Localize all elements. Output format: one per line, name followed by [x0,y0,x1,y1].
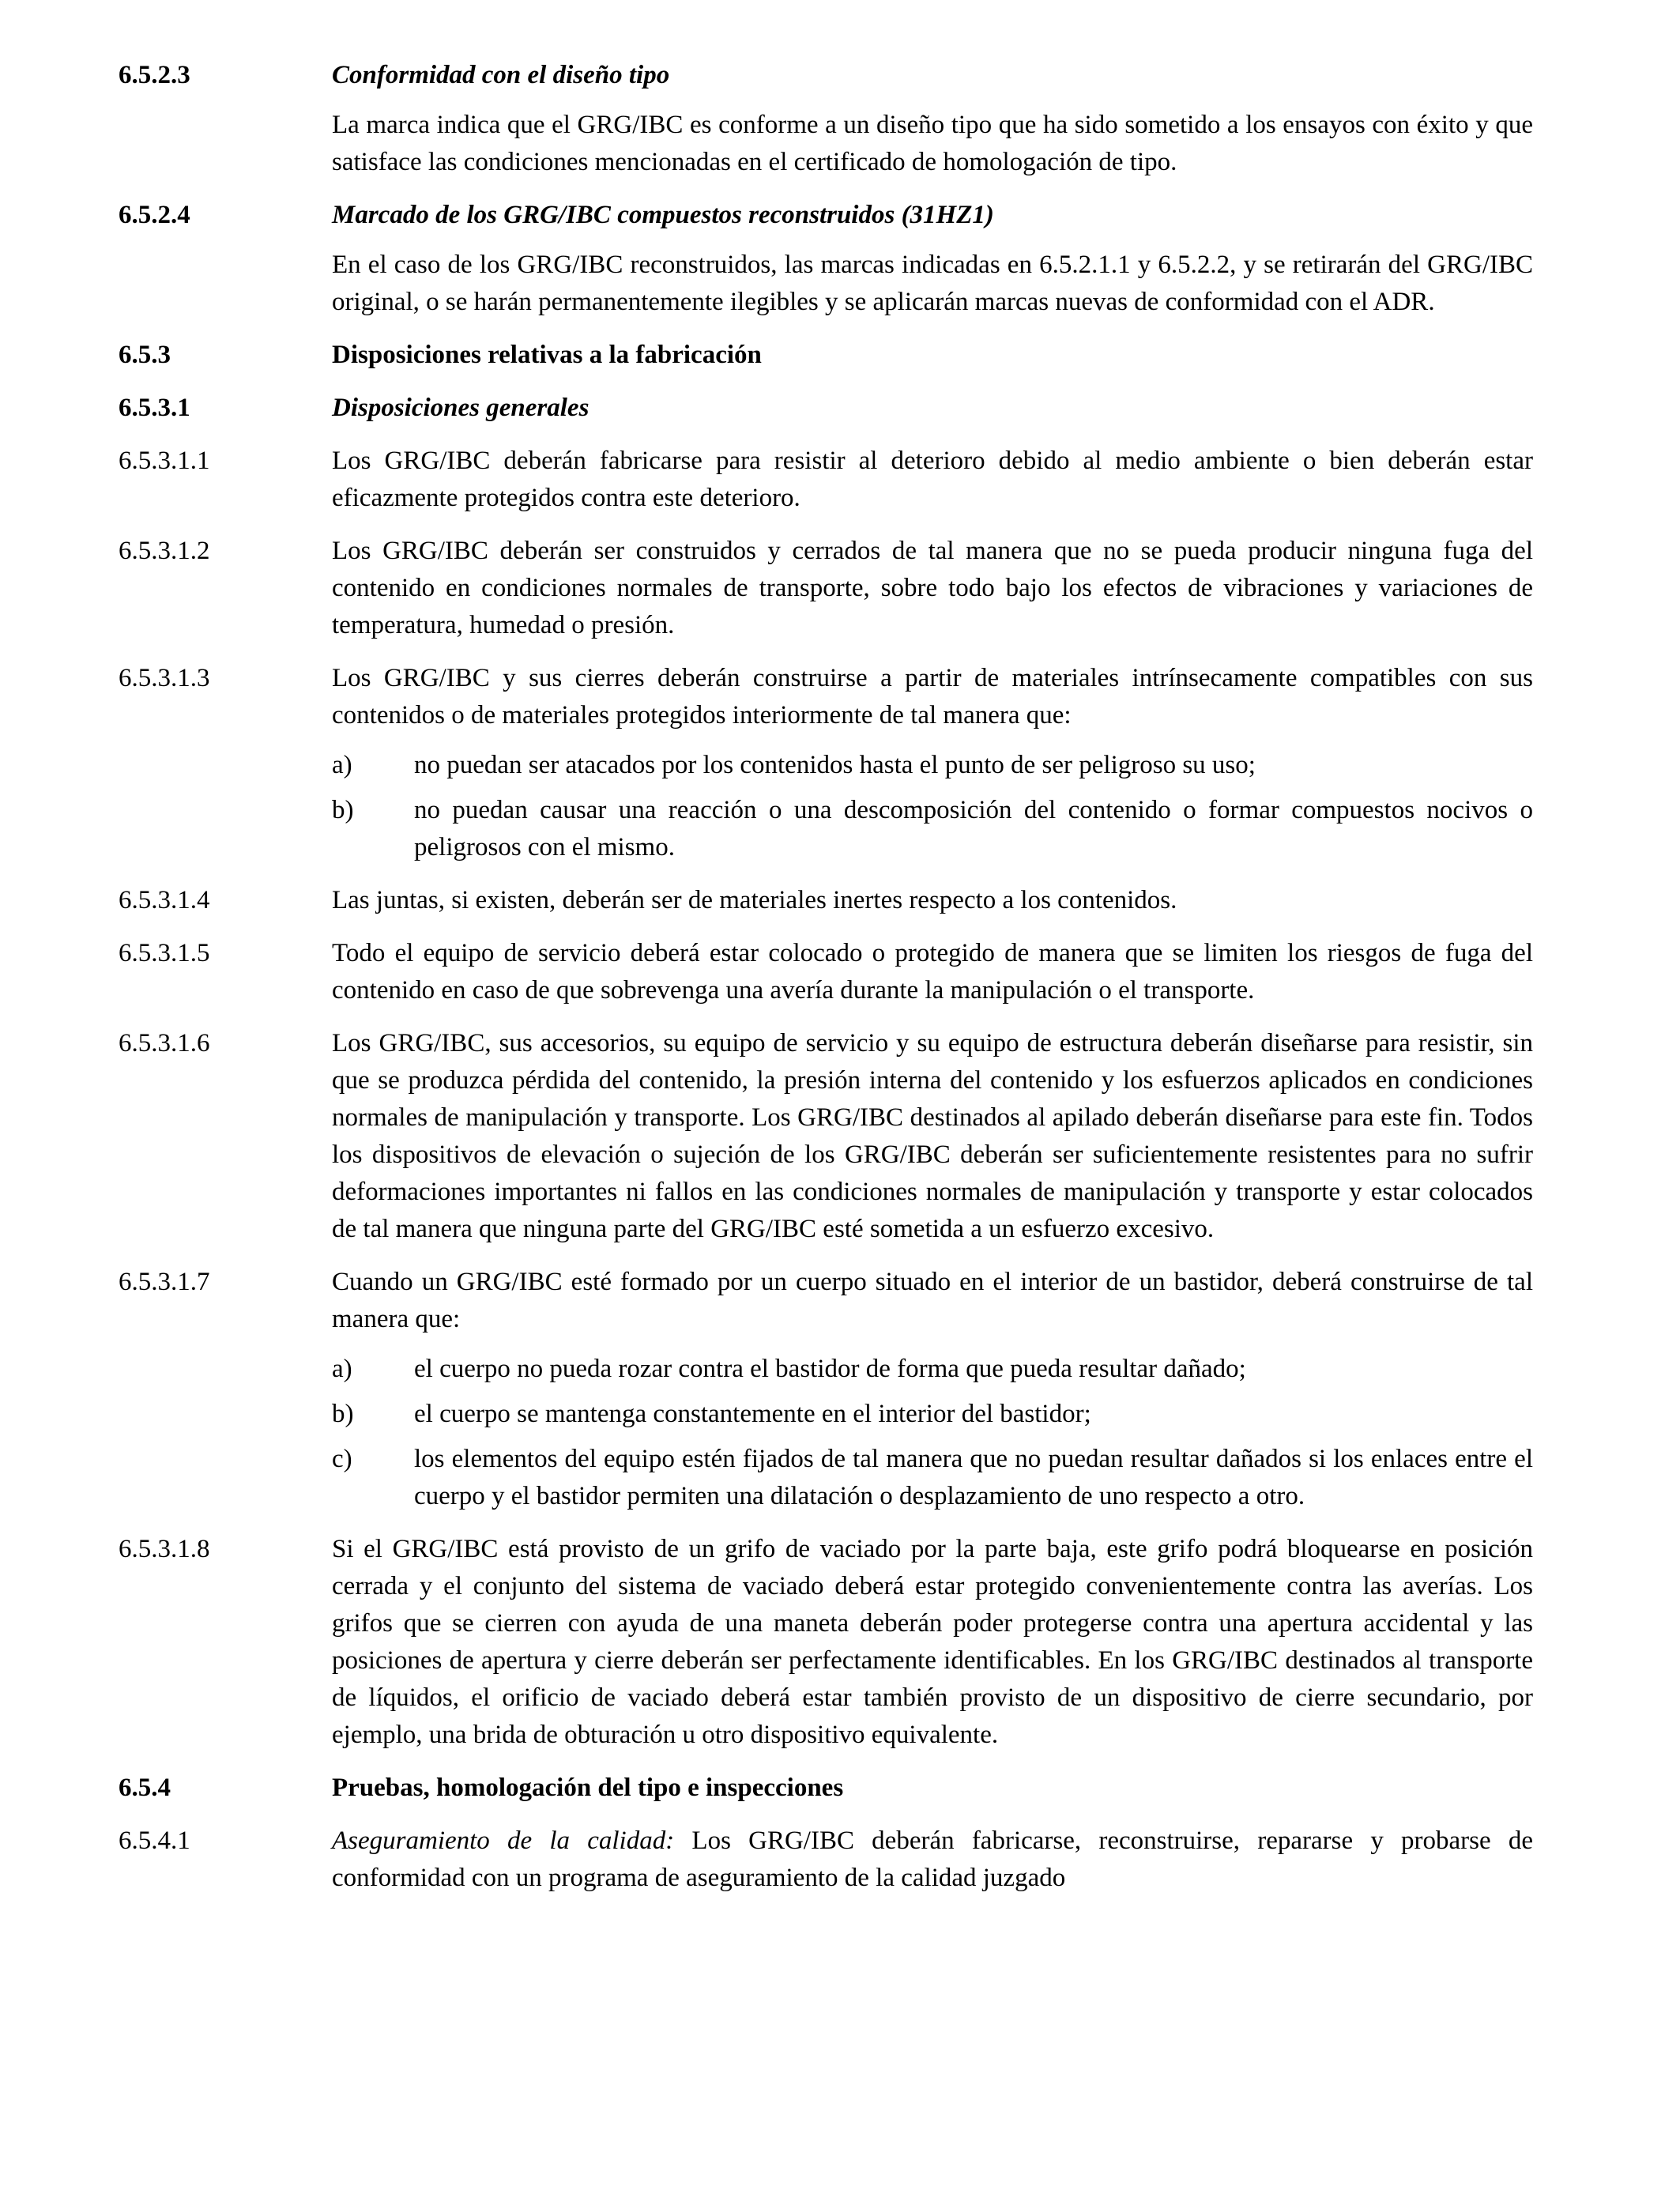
section-number: 6.5.3.1.3 [119,664,210,692]
section-number: 6.5.3.1.4 [119,886,210,914]
section-6-5-3-1-8 [119,1531,1533,1754]
section-body: Todo el equipo de servicio deberá estar colocado o protegido de manera que se limiten los riesgos de fuga del contenido en caso de que sobrevenga una avería durante la manipulación o el transporte. [332,939,1533,1005]
section-body: Los GRG/IBC, sus accesorios, su equipo de servicio y su equipo de estructura deberán diseñarse para resistir, sin que se produzca pérdida del contenido, la presión interna del contenido y los esfuerzos aplicados en condiciones normales de manipulación y transporte. Los GRG/IBC destinados al apilado deberán diseñarse para este fin. Todos los dispositivos de elevación o sujeción de los GRG/IBC deberán ser suficientemente resistentes para no sufrir deformaciones importantes ni fallos en las condiciones normales de manipulación y transporte y estar colocados de tal manera que ninguna parte del GRG/IBC esté sometida a un esfuerzo excesivo. [332,1029,1533,1243]
list-item-label: a) [332,751,352,779]
section-title: Conformidad con el diseño tipo [332,61,670,89]
section-6-5-3-1-5 [119,935,1533,1009]
section-number: 6.5.3.1.1 [119,447,210,475]
section-6-5-3-1-heading [119,390,1533,427]
section-body [332,1823,1533,1897]
section-body: Los GRG/IBC y sus cierres deberán construirse a partir de materiales intrínsecamente compatibles con sus contenidos o de materiales protegidos interiormente de tal manera que: [332,664,1533,729]
section-6-5-3-heading [119,337,1533,374]
list-item [332,747,1533,784]
section-title: Pruebas, homologación del tipo e inspecciones [332,1774,844,1802]
list-item-text: los elementos del equipo estén fijados de tal manera que no puedan resultar dañados si los enlaces entre el cuerpo y el bastidor permiten una dilatación o desplazamiento de uno respecto a otro. [414,1445,1533,1510]
list-item-label: b) [332,1400,354,1428]
list-item-text: el cuerpo se mantenga constantemente en el interior del bastidor; [414,1400,1091,1428]
section-title: Disposiciones relativas a la fabricación [332,341,762,369]
section-6-5-3-1-2 [119,533,1533,644]
list-item [332,1351,1533,1388]
section-6-5-4-1 [119,1823,1533,1897]
section-number: 6.5.2.4 [119,201,190,229]
section-body: Los GRG/IBC deberán ser construidos y cerrados de tal manera que no se pueda producir ninguna fuga del contenido en condiciones normales de transporte, sobre todo bajo los efectos de vibraciones y variaciones de temperatura, humedad o presión. [332,537,1533,639]
section-number: 6.5.3.1.6 [119,1029,210,1057]
section-6-5-2-4-heading [119,197,1533,234]
section-number: 6.5.2.3 [119,61,190,89]
list-item [332,1396,1533,1433]
list-item [332,1441,1533,1515]
list-item [332,792,1533,866]
section-6-5-3-1-6 [119,1025,1533,1248]
list-item-label: c) [332,1445,352,1473]
section-body: Los GRG/IBC deberán fabricarse para resistir al deterioro debido al medio ambiente o bien deberán estar eficazmente protegidos contra este deterioro. [332,447,1533,512]
section-body: Las juntas, si existen, deberán ser de materiales inertes respecto a los contenidos. [332,886,1177,914]
section-number: 6.5.3 [119,341,171,369]
section-number: 6.5.3.1.5 [119,939,210,967]
section-6-5-3-1-4 [119,882,1533,919]
section-number: 6.5.4.1 [119,1826,190,1855]
section-body: Si el GRG/IBC está provisto de un grifo de vaciado por la parte baja, este grifo podrá bloquearse en posición cerrada y el conjunto del sistema de vaciado deberá estar protegido convenientemente contra las averías. Los grifos que se cierren con ayuda de una maneta deberán poder protegerse contra una apertura accidental y las posiciones de apertura y cierre deberán ser perfectamente identificables. En los GRG/IBC destinados al transporte de líquidos, el orificio de vaciado deberá estar también provisto de un dispositivo de cierre secundario, por ejemplo, una brida de obturación u otro dispositivo equivalente. [332,1535,1533,1749]
section-6-5-2-3-body: La marca indica que el GRG/IBC es conforme a un diseño tipo que ha sido sometido a los ensayos con éxito y que satisface las condiciones mencionadas en el certificado de homologación de tipo. [332,111,1533,176]
section-number: 6.5.3.1.7 [119,1268,210,1296]
section-6-5-2-3-heading [119,57,1533,94]
section-6-5-3-1-3 [119,660,1533,734]
list-item-text: el cuerpo no pueda rozar contra el bastidor de forma que pueda resultar dañado; [414,1355,1246,1383]
section-number: 6.5.3.1.2 [119,537,210,565]
section-6-5-3-1-7-list [332,1351,1533,1515]
section-body: Cuando un GRG/IBC esté formado por un cuerpo situado en el interior de un bastidor, deberá construirse de tal manera que: [332,1268,1533,1333]
section-number: 6.5.4 [119,1774,171,1802]
section-6-5-4-heading [119,1770,1533,1807]
list-item-label: b) [332,796,354,824]
section-lead-term: Aseguramiento de la calidad: [332,1826,675,1855]
section-6-5-3-1-1 [119,443,1533,517]
section-6-5-3-1-7 [119,1264,1533,1338]
section-title: Marcado de los GRG/IBC compuestos reconstruidos (31HZ1) [332,201,994,229]
list-item-label: a) [332,1355,352,1383]
document-page [119,57,1533,1897]
section-number: 6.5.3.1 [119,394,190,422]
section-6-5-2-4-body: En el caso de los GRG/IBC reconstruidos, las marcas indicadas en 6.5.2.1.1 y 6.5.2.2, y se retirarán del GRG/IBC original, o se harán permanentemente ilegibles y se aplicarán marcas nuevas de conformidad con el ADR. [332,251,1533,316]
list-item-text: no puedan causar una reacción o una descomposición del contenido o formar compuestos nocivos o peligrosos con el mismo. [414,796,1533,861]
section-body-text: Los GRG/IBC deberán fabricarse, reconstruirse, repararse y probarse de conformidad con un programa de aseguramiento de la calidad juzgado [332,1826,1533,1892]
section-6-5-3-1-3-list [332,747,1533,866]
list-item-text: no puedan ser atacados por los contenidos hasta el punto de ser peligroso su uso; [414,751,1256,779]
section-number: 6.5.3.1.8 [119,1535,210,1563]
section-title: Disposiciones generales [332,394,590,422]
